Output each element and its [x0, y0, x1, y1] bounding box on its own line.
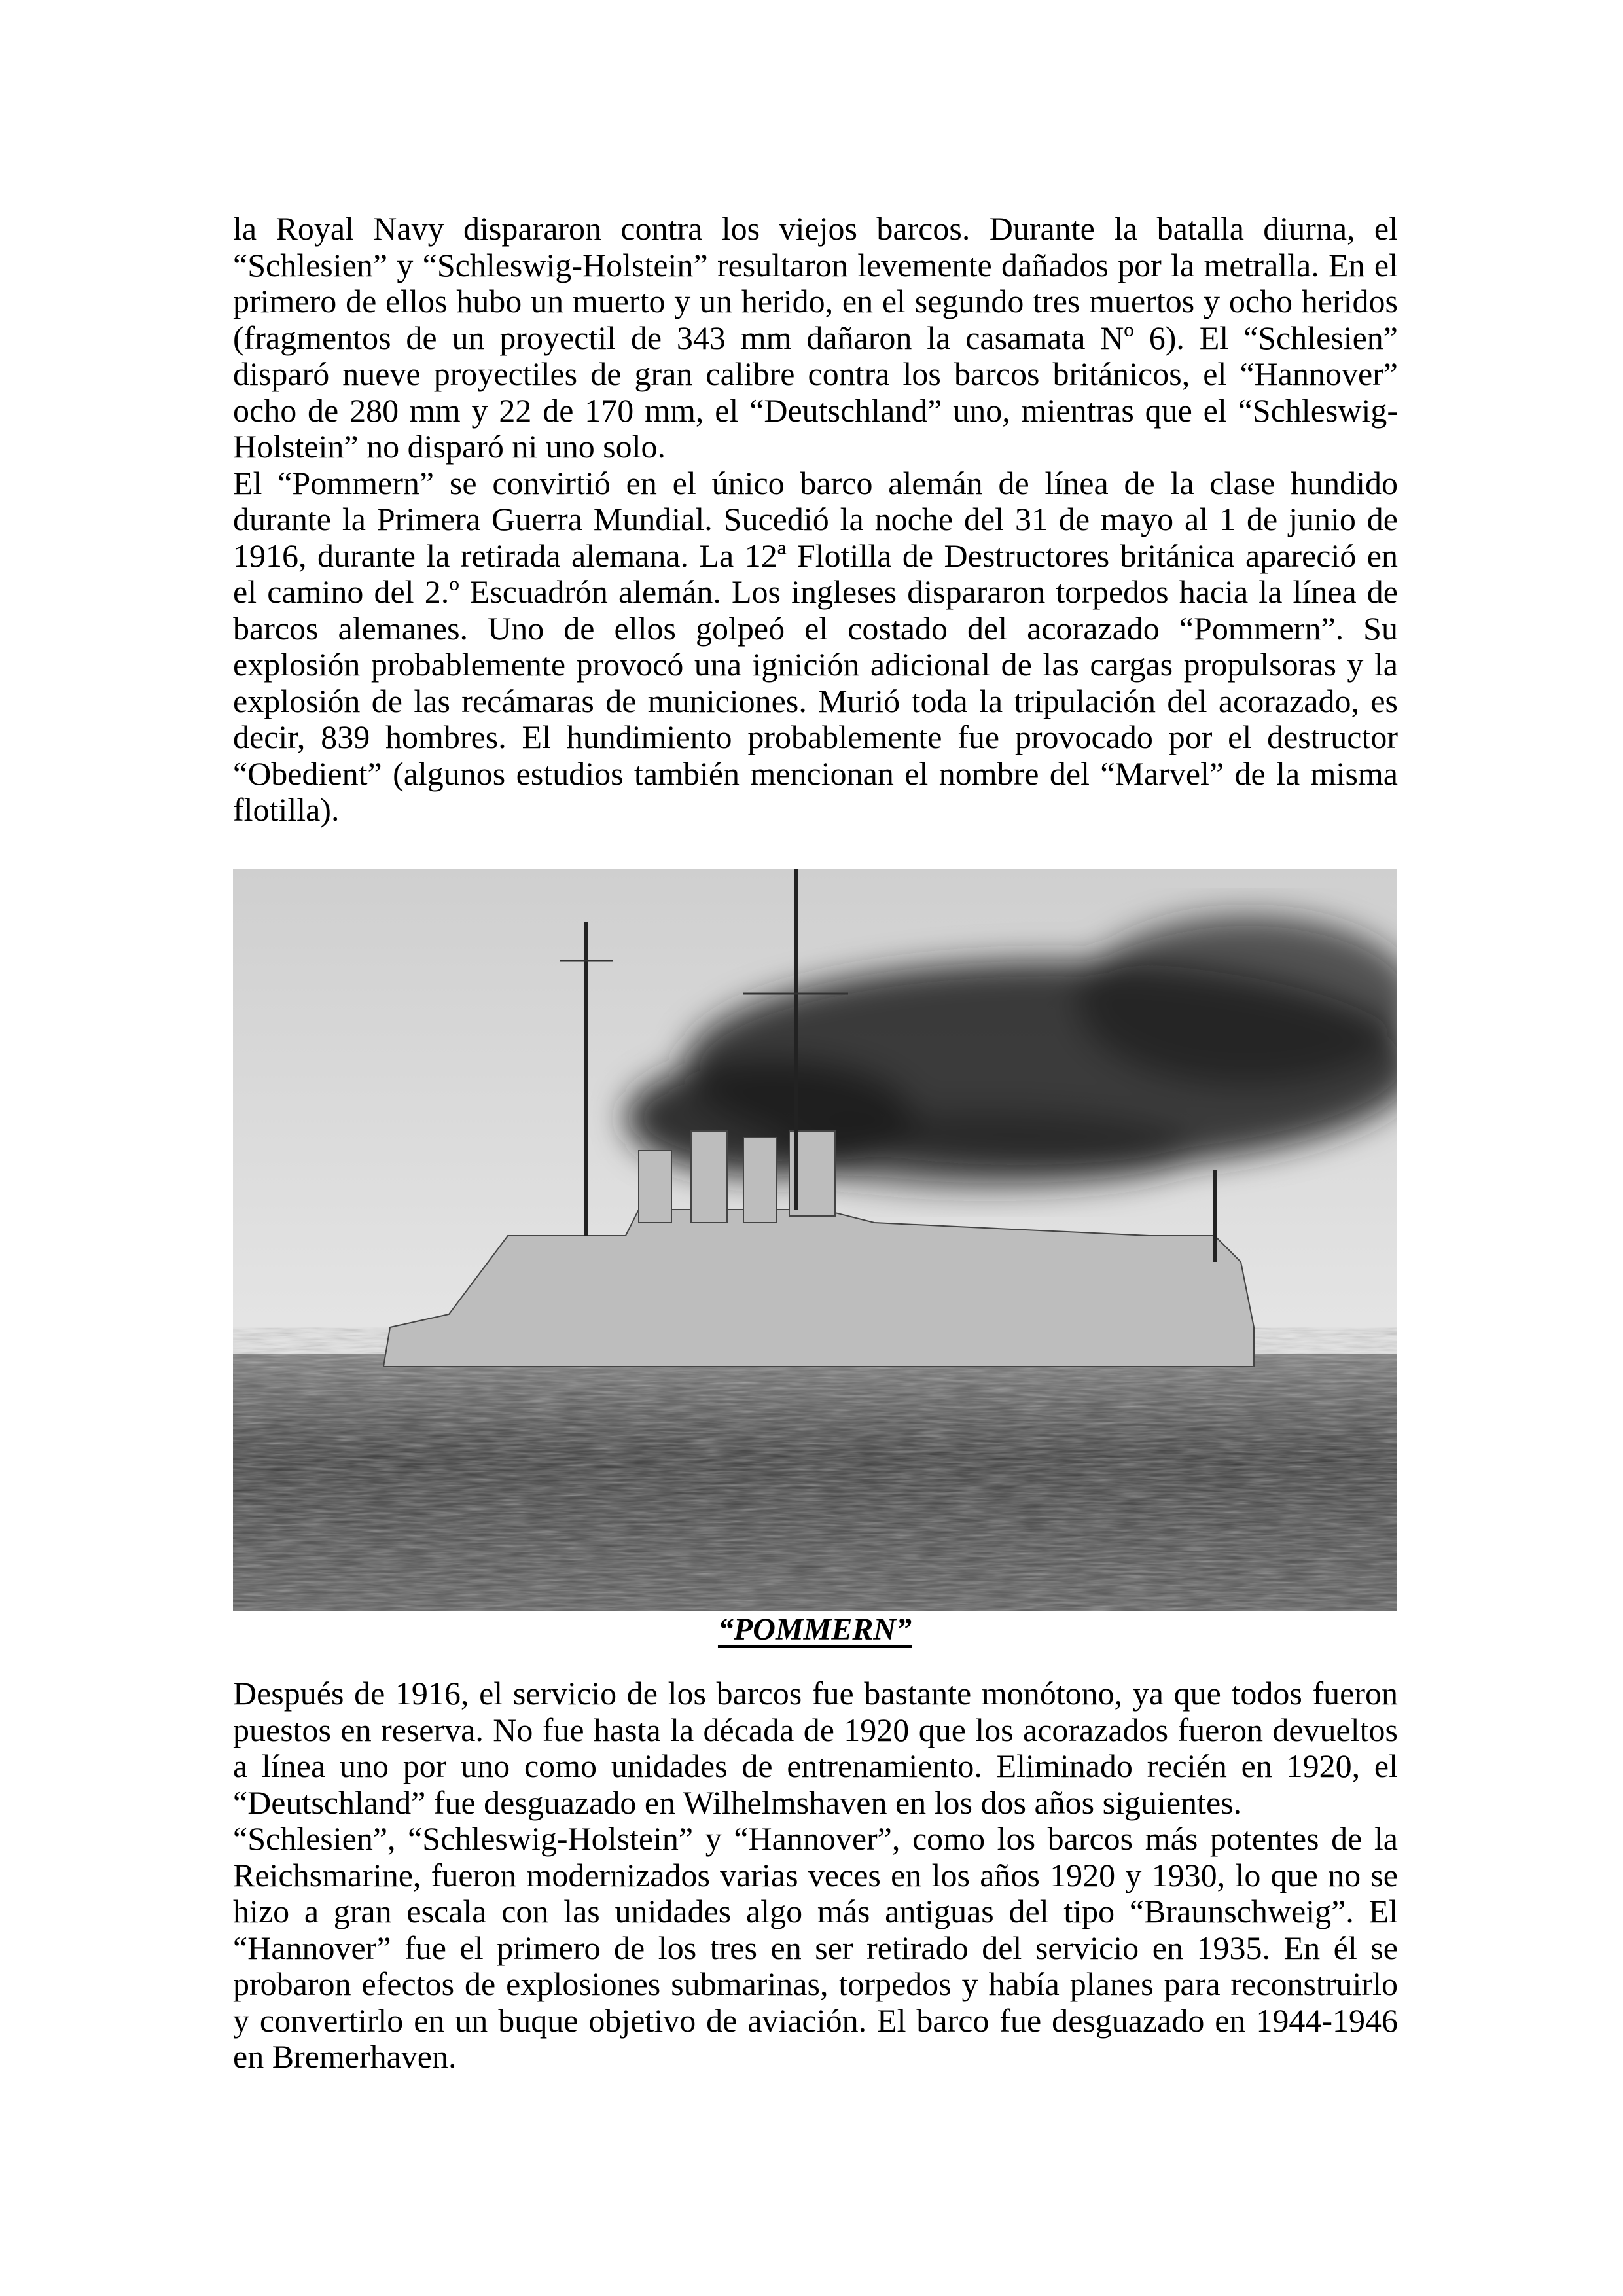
caption-text: “POMMERN” — [717, 1612, 912, 1647]
paragraph: El “Pommern” se convirtió en el único barco alemán de línea de la clase hundido durante la Primera Guerra Mundial. Sucedió la noche del 31 de mayo al 1 de junio de 1916, durante la retirada alemana. La 12ª Flotilla de Destructores británica apareció en el camino del 2.º Escuadrón alemán. Los ingleses dispararon torpedos hacia la línea de barcos alemanes. Uno de ellos golpeó el costado del acorazado “Pommern”. Su explosión probablemente provocó una ignición adicional de las cargas propulsoras y la explosión de las recámaras de municiones. Murió toda la tripulación del acorazado, es decir, 839 hombres. El hundimiento probablemente fue provocado por el destructor “Obedient” (algunos estudios también mencionan el nombre del “Marvel” de la misma flotilla). — [233, 464, 1398, 828]
paragraph: Después de 1916, el servicio de los barcos fue bastante monótono, ya que todos fueron puestos en reserva. No fue hasta la década de 1920 que los acorazados fueron devueltos a línea uno por uno como unidades de entrenamiento. Eliminado recién en 1920, el “Deutschland” fue desguazado en Wilhelmshaven en los dos años siguientes. — [233, 1675, 1398, 1821]
ship-photo-pommern — [233, 869, 1397, 1611]
paragraph: “Schlesien”, “Schleswig-Holstein” y “Hannover”, como los barcos más potentes de la Reichsmarine, fueron modernizados varias veces en los años 1920 y 1930, lo que no se hizo a gran escala con las unidades algo más antiguas del tipo “Braunschweig”. El “Hannover” fue el primero de los tres en ser retirado del servicio en 1935. En él se probaron efectos de explosiones submarinas, torpedos y había planes para reconstruirlo y convertirlo en un buque objetivo de aviación. El barco fue desguazado en 1944-1946 en Bremerhaven. — [233, 1820, 1398, 2075]
paragraph: la Royal Navy dispararon contra los viejos barcos. Durante la batalla diurna, el “Schlesien” y “Schleswig-Holstein” resultaron levemente dañados por la metralla. En el primero de ellos hubo un muerto y un herido, en el segundo tres muertos y ocho heridos (fragmentos de un proyectil de 343 mm dañaron la casamata Nº 6). El “Schlesien” disparó nueve proyectiles de gran calibre contra los barcos británicos, el “Hannover” ocho de 280 mm y 22 de 170 mm, el “Deutschland” uno, mientras que el “Schleswig-Holstein” no disparó ni uno solo. — [233, 210, 1398, 465]
body-text-top — [233, 211, 1398, 829]
figure-caption — [233, 1611, 1397, 1647]
body-text-bottom — [233, 1676, 1398, 2075]
